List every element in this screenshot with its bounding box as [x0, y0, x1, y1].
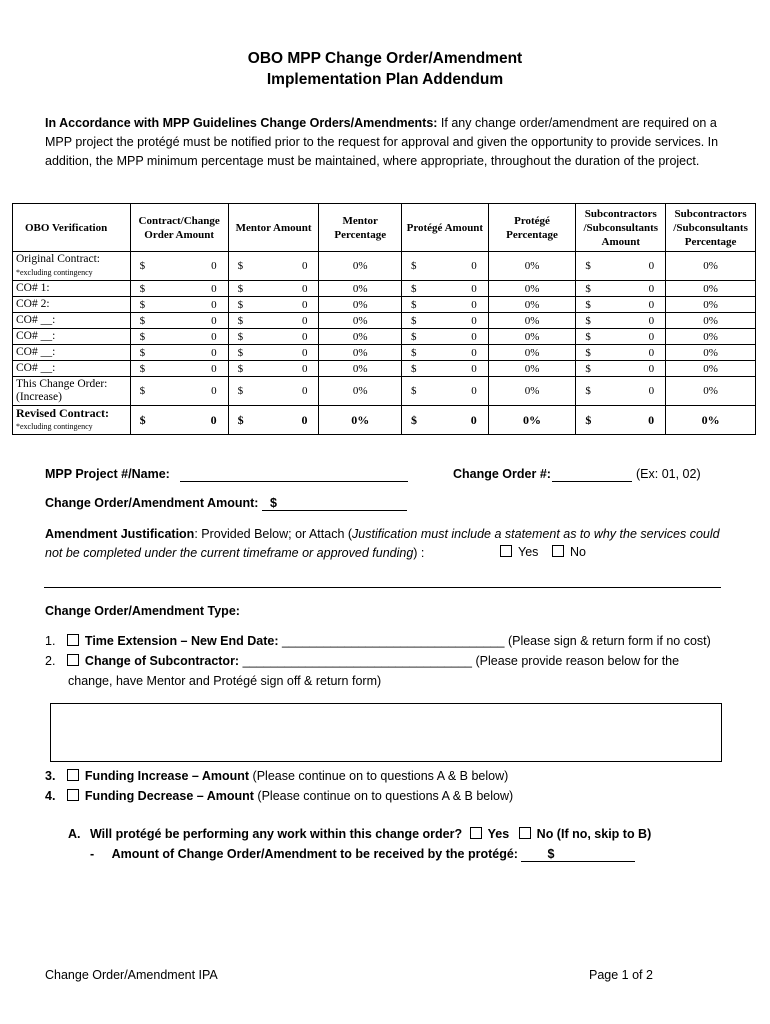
- currency-symbol: $: [411, 385, 417, 397]
- currency-symbol: $: [411, 282, 417, 295]
- doc-title-line1: OBO MPP Change Order/Amendment: [247, 50, 523, 67]
- percent-cell[interactable]: 0%: [319, 313, 402, 329]
- row-label: [13, 329, 131, 345]
- question-a-sub: [90, 847, 635, 862]
- yes-label: Yes: [518, 545, 539, 559]
- item4-note: (Please continue on to questions A & B below): [257, 789, 514, 803]
- percent-cell[interactable]: 0%: [488, 297, 576, 313]
- item2-note2: change, have Mentor and Protégé sign off & return form): [68, 674, 382, 688]
- amount-value: 0: [211, 346, 217, 359]
- currency-symbol: $: [411, 330, 417, 343]
- percent-cell[interactable]: 0%: [488, 281, 576, 297]
- header-cell: Protégé Percentage: [488, 204, 576, 252]
- currency-symbol: $: [139, 346, 146, 359]
- currency-symbol: $: [585, 385, 591, 397]
- currency-symbol: $: [237, 412, 244, 427]
- amount-cell[interactable]: [576, 406, 666, 435]
- currency-symbol: $: [139, 298, 146, 311]
- type-item-3: [45, 769, 508, 783]
- amount-cell[interactable]: [228, 406, 319, 435]
- project-label: MPP Project #/Name:: [45, 467, 170, 481]
- yes-checkbox[interactable]: [500, 545, 512, 557]
- row-label-text: CO# 2:: [16, 298, 50, 310]
- item2-blank[interactable]: _________________________________: [242, 654, 472, 668]
- row-label-text: CO# 1:: [16, 282, 50, 294]
- amount-cell[interactable]: [228, 281, 319, 297]
- question-a: [68, 827, 651, 841]
- currency-symbol: $: [585, 260, 591, 272]
- percent-cell[interactable]: 0%: [666, 406, 756, 435]
- amount-value: 0: [301, 260, 308, 272]
- amount-value: 0: [648, 346, 655, 359]
- header-cell: Protégé Amount: [402, 204, 489, 252]
- no-checkbox[interactable]: [552, 545, 564, 557]
- amount-cell[interactable]: [576, 252, 666, 281]
- percent-cell[interactable]: 0%: [666, 377, 756, 406]
- no-label: No: [570, 545, 586, 559]
- amount-value: 0: [210, 412, 217, 427]
- intro-paragraph: [45, 114, 735, 171]
- currency-symbol: $: [237, 282, 244, 295]
- amount-cell[interactable]: [402, 281, 489, 297]
- type-item-4: [45, 789, 513, 803]
- row-label: [13, 377, 131, 406]
- table-row: [13, 377, 756, 406]
- amount-cell[interactable]: [402, 361, 489, 377]
- item1-blank[interactable]: ________________________________: [281, 634, 505, 648]
- qa-dash: -: [90, 847, 95, 861]
- justification-label: Amendment Justification: [45, 527, 195, 541]
- reason-textbox[interactable]: [50, 703, 722, 762]
- currency-symbol: $: [411, 314, 417, 327]
- amount-cell[interactable]: [130, 406, 228, 435]
- currency-symbol: $: [411, 298, 417, 311]
- currency-symbol: $: [237, 346, 244, 359]
- amount-cell[interactable]: [576, 281, 666, 297]
- qa-amount-input[interactable]: [521, 847, 635, 862]
- amount-value: 0: [471, 385, 477, 397]
- currency-symbol: $: [585, 330, 591, 343]
- co-number-label: Change Order #:: [453, 467, 551, 481]
- amount-value: 0: [301, 282, 308, 295]
- currency-symbol: $: [139, 282, 146, 295]
- currency-symbol: $: [585, 282, 591, 295]
- amount-value: 0: [211, 385, 217, 397]
- percent-cell[interactable]: 0%: [666, 252, 756, 281]
- amount-cell[interactable]: [228, 313, 319, 329]
- table-header-row: [13, 204, 756, 252]
- row-label-text: This Change Order:: [16, 378, 108, 390]
- header-cell: Contract/Change Order Amount: [130, 204, 228, 252]
- percent-cell[interactable]: 0%: [488, 252, 576, 281]
- qa-no-label: No (If no, skip to B): [536, 827, 652, 841]
- item3-num: 3.: [45, 769, 56, 783]
- header-cell: Mentor Percentage: [319, 204, 402, 252]
- amount-cell[interactable]: [228, 361, 319, 377]
- row-label: [13, 361, 131, 377]
- percent-cell[interactable]: 0%: [666, 329, 756, 345]
- currency-symbol: $: [411, 362, 417, 375]
- table-row: [13, 297, 756, 313]
- item2-note: (Please provide reason below for the: [475, 654, 680, 668]
- amount-value: 0: [301, 346, 308, 359]
- item3-label: Funding Increase – Amount: [84, 769, 250, 783]
- table-row: [13, 361, 756, 377]
- amount-value: 0: [211, 260, 217, 272]
- amount-cell[interactable]: [228, 377, 319, 406]
- percent-cell[interactable]: 0%: [488, 377, 576, 406]
- header-cell: Subcontractors /Subconsultants Amount: [576, 204, 666, 252]
- currency-symbol: $: [237, 385, 244, 397]
- header-cell: OBO Verification: [13, 204, 131, 252]
- amount-cell[interactable]: [402, 297, 489, 313]
- amount-cell[interactable]: [402, 345, 489, 361]
- percent-cell[interactable]: 0%: [666, 361, 756, 377]
- amount-value: 0: [211, 314, 217, 327]
- amount-value: 0: [471, 282, 477, 295]
- type-item-1: [45, 634, 711, 648]
- row-label: [13, 297, 131, 313]
- row-label-text: Revised Contract:: [16, 406, 109, 420]
- qa-num: A.: [68, 827, 81, 841]
- currency-symbol: $: [139, 314, 146, 327]
- co-number-hint: (Ex: 01, 02): [636, 467, 701, 481]
- currency-symbol: $: [237, 260, 244, 272]
- percent-cell[interactable]: 0%: [488, 406, 576, 435]
- amount-cell[interactable]: [576, 313, 666, 329]
- qa-amount-prefix: $: [547, 847, 555, 861]
- verification-table: [12, 203, 756, 435]
- amount-cell[interactable]: [130, 313, 228, 329]
- row-label-text: CO# __:: [16, 314, 56, 326]
- intro-text: If any change order/amendment are required on a MPP project the protégé must be notified prior to the request for approval and given the opportunity to provide services. In addition, the MPP minimum percentage must be maintained, where appropriate, throughout the duration of the project.: [45, 116, 719, 168]
- currency-symbol: $: [237, 314, 244, 327]
- amount-value: 0: [471, 346, 477, 359]
- project-input[interactable]: [180, 481, 408, 482]
- table-row: [13, 313, 756, 329]
- currency-symbol: $: [411, 346, 417, 359]
- amount-value: 0: [648, 362, 655, 375]
- amount-cell[interactable]: [130, 361, 228, 377]
- amount-value: 0: [648, 385, 655, 397]
- currency-symbol: $: [139, 330, 146, 343]
- row-label-text: CO# __:: [16, 362, 56, 374]
- percent-cell[interactable]: 0%: [488, 329, 576, 345]
- row-label-text: Original Contract:: [16, 253, 100, 265]
- amount-value: 0: [211, 282, 217, 295]
- row-label: [13, 252, 131, 281]
- qa-yes-label: Yes: [487, 827, 510, 841]
- amount-value: 0: [471, 260, 477, 272]
- percent-cell[interactable]: 0%: [319, 252, 402, 281]
- justification-block: [45, 525, 735, 563]
- amount-cell[interactable]: [576, 345, 666, 361]
- amount-cell[interactable]: [130, 329, 228, 345]
- amount-cell[interactable]: [576, 297, 666, 313]
- currency-symbol: $: [585, 346, 591, 359]
- amount-value: 0: [648, 330, 655, 343]
- currency-symbol: $: [139, 385, 146, 397]
- item2-label: Change of Subcontractor:: [84, 654, 240, 668]
- amount-input[interactable]: [262, 496, 407, 511]
- currency-symbol: $: [585, 412, 592, 427]
- amount-cell[interactable]: [402, 329, 489, 345]
- currency-symbol: $: [237, 298, 244, 311]
- item2-num: 2.: [45, 654, 56, 668]
- footer-page: Page 1 of 2: [589, 968, 653, 982]
- qa-text: Will protégé be performing any work within this change order?: [89, 827, 463, 841]
- currency-symbol: $: [139, 362, 146, 375]
- amount-value: 0: [648, 260, 655, 272]
- currency-symbol: $: [139, 260, 146, 272]
- justification-end: ) :: [413, 546, 425, 560]
- percent-cell[interactable]: 0%: [666, 297, 756, 313]
- table-row: [13, 345, 756, 361]
- funding-decrease-checkbox[interactable]: [67, 789, 79, 801]
- amount-value: 0: [471, 298, 477, 311]
- row-label-text: CO# __:: [16, 346, 56, 358]
- amount-cell[interactable]: [228, 297, 319, 313]
- amount-cell[interactable]: [576, 361, 666, 377]
- percent-cell[interactable]: 0%: [319, 406, 402, 435]
- currency-symbol: $: [139, 412, 146, 427]
- type-heading: Change Order/Amendment Type:: [45, 604, 240, 618]
- percent-cell[interactable]: 0%: [488, 313, 576, 329]
- percent-cell[interactable]: 0%: [488, 345, 576, 361]
- item1-note: (Please sign & return form if no cost): [507, 634, 711, 648]
- amount-cell[interactable]: [576, 329, 666, 345]
- currency-symbol: $: [585, 314, 591, 327]
- table-row: [13, 252, 756, 281]
- justification-italic: Justification must include a statement as to why the services could not be completed under the current timeframe or approved funding: [45, 527, 720, 560]
- percent-cell[interactable]: 0%: [319, 281, 402, 297]
- amount-cell[interactable]: [402, 313, 489, 329]
- amount-value: 0: [470, 412, 477, 427]
- qa-sub-text: Amount of Change Order/Amendment to be received by the protégé:: [111, 847, 518, 861]
- table-body: [13, 252, 756, 435]
- amount-value: 0: [301, 330, 308, 343]
- item1-label: Time Extension – New End Date:: [84, 634, 279, 648]
- subcontractor-checkbox[interactable]: [67, 654, 79, 666]
- row-label: [13, 406, 131, 435]
- amount-value: 0: [648, 314, 655, 327]
- intro-bold: In Accordance with MPP Guidelines Change Orders/Amendments:: [45, 116, 438, 130]
- amount-cell[interactable]: [402, 377, 489, 406]
- item3-note: (Please continue on to questions A & B below): [252, 769, 509, 783]
- amount-value: 0: [648, 412, 655, 427]
- amount-value: 0: [301, 314, 308, 327]
- percent-cell[interactable]: 0%: [319, 329, 402, 345]
- footer-left: Change Order/Amendment IPA: [45, 968, 218, 982]
- amount-value: 0: [211, 330, 217, 343]
- currency-symbol: $: [585, 298, 591, 311]
- currency-symbol: $: [585, 362, 591, 375]
- row-label: [13, 345, 131, 361]
- amount-cell[interactable]: [130, 345, 228, 361]
- co-number-input[interactable]: [552, 481, 632, 482]
- amount-value: 0: [301, 385, 308, 397]
- doc-title-line2: Implementation Plan Addendum: [266, 71, 504, 88]
- amount-cell[interactable]: [576, 377, 666, 406]
- amount-value: 0: [211, 298, 217, 311]
- percent-cell[interactable]: 0%: [666, 345, 756, 361]
- row-label-sub: (Increase): [16, 391, 62, 403]
- row-label-sub: *excluding contingency: [16, 422, 93, 431]
- percent-cell[interactable]: 0%: [488, 361, 576, 377]
- amount-value: 0: [301, 298, 308, 311]
- percent-cell[interactable]: 0%: [319, 345, 402, 361]
- row-label: [13, 281, 131, 297]
- qa-no-checkbox[interactable]: [519, 827, 531, 839]
- amount-cell[interactable]: [228, 329, 319, 345]
- amount-cell[interactable]: [130, 377, 228, 406]
- percent-cell[interactable]: 0%: [666, 313, 756, 329]
- type-item-2: [45, 654, 679, 668]
- justification-text: : Provided Below; or Attach (: [194, 527, 353, 541]
- currency-symbol: $: [237, 330, 244, 343]
- row-label-text: CO# __:: [16, 330, 56, 342]
- currency-symbol: $: [237, 362, 244, 375]
- justification-yes-option[interactable]: [500, 545, 538, 559]
- funding-increase-checkbox[interactable]: [67, 769, 79, 781]
- item1-num: 1.: [45, 634, 56, 648]
- percent-cell[interactable]: 0%: [319, 297, 402, 313]
- table-row: [13, 281, 756, 297]
- amount-value: 0: [301, 362, 308, 375]
- table-row: [13, 329, 756, 345]
- amount-cell[interactable]: [228, 345, 319, 361]
- amount-value: 0: [648, 282, 655, 295]
- percent-cell[interactable]: 0%: [319, 377, 402, 406]
- percent-cell[interactable]: 0%: [666, 281, 756, 297]
- amount-value: 0: [211, 362, 217, 375]
- amount-cell[interactable]: [130, 281, 228, 297]
- amount-value: 0: [648, 298, 655, 311]
- currency-symbol: $: [411, 260, 417, 272]
- amount-prefix: $: [270, 496, 277, 510]
- amount-value: 0: [471, 314, 477, 327]
- amount-value: 0: [471, 362, 477, 375]
- amount-value: 0: [471, 330, 477, 343]
- time-extension-checkbox[interactable]: [67, 634, 79, 646]
- amount-cell[interactable]: [130, 252, 228, 281]
- table-row: [13, 406, 756, 435]
- currency-symbol: $: [411, 412, 418, 427]
- header-cell: Subcontractors /Subconsultants Percentage: [666, 204, 756, 252]
- amount-cell[interactable]: [228, 252, 319, 281]
- row-label-sub: *excluding contingency: [16, 268, 93, 277]
- row-label: [13, 313, 131, 329]
- qa-yes-checkbox[interactable]: [470, 827, 482, 839]
- amount-value: 0: [301, 412, 308, 427]
- amount-cell[interactable]: [402, 406, 489, 435]
- justification-no-option[interactable]: [552, 545, 586, 559]
- amount-cell[interactable]: [130, 297, 228, 313]
- item4-num: 4.: [45, 789, 56, 803]
- justification-rule[interactable]: [44, 587, 721, 588]
- percent-cell[interactable]: 0%: [319, 361, 402, 377]
- amount-label: Change Order/Amendment Amount:: [45, 496, 259, 510]
- amount-cell[interactable]: [402, 252, 489, 281]
- header-cell: Mentor Amount: [228, 204, 319, 252]
- item4-label: Funding Decrease – Amount: [84, 789, 254, 803]
